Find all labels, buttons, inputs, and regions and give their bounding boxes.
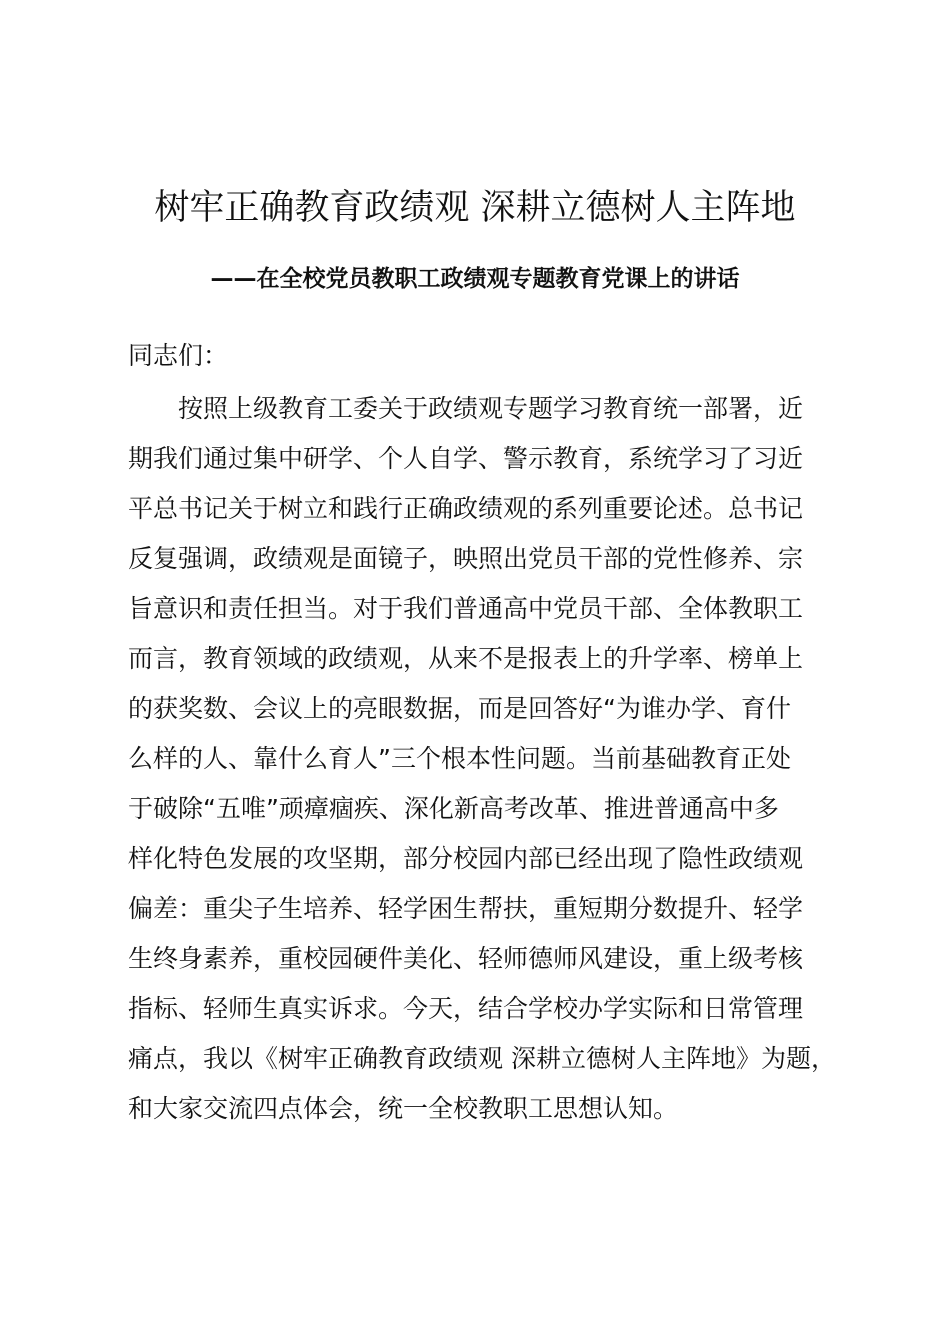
paragraph-line: 于破除“五唯”顽瘴痼疾、深化新高考改革、推进普通高中多 <box>128 794 779 823</box>
paragraph-line: 么样的人、靠什么育人”三个根本性问题。当前基础教育正处 <box>128 744 791 773</box>
paragraph-line: 平总书记关于树立和践行正确政绩观的系列重要论述。总书记 <box>128 494 804 523</box>
paragraph-line: 而言，教育领域的政绩观，从来不是报表上的升学率、榜单上 <box>128 644 804 673</box>
paragraph-line: 偏差：重尖子生培养、轻学困生帮扶，重短期分数提升、轻学 <box>128 894 804 923</box>
paragraph-line: 样化特色发展的攻坚期，部分校园内部已经出现了隐性政绩观 <box>128 844 804 873</box>
paragraph-line: 期我们通过集中研学、个人自学、警示教育，系统学习了习近 <box>128 444 804 473</box>
greeting: 同志们： <box>128 341 229 370</box>
paragraph-line: 和大家交流四点体会，统一全校教职工思想认知。 <box>128 1094 679 1123</box>
document-subtitle: ——在全校党员教职工政绩观专题教育党课上的讲话 <box>210 266 740 292</box>
paragraph-line: 痛点，我以《树牢正确教育政绩观 深耕立德树人主阵地》为题， <box>128 1044 836 1073</box>
body-paragraph <box>128 384 868 1134</box>
paragraph-line: 生终身素养，重校园硬件美化、轻师德师风建设，重上级考核 <box>128 944 804 973</box>
paragraph-line: 的获奖数、会议上的亮眼数据，而是回答好“为谁办学、育什 <box>128 694 791 723</box>
paragraph-line: 指标、轻师生真实诉求。今天，结合学校办学实际和日常管理 <box>128 994 804 1023</box>
paragraph-line: 旨意识和责任担当。对于我们普通高中党员干部、全体教职工 <box>128 594 804 623</box>
paragraph-line: 按照上级教育工委关于政绩观专题学习教育统一部署，近 <box>178 394 804 423</box>
paragraph-line: 反复强调，政绩观是面镜子，映照出党员干部的党性修养、宗 <box>128 544 804 573</box>
document-title: 树牢正确教育政绩观 深耕立德树人主阵地 <box>154 188 796 228</box>
